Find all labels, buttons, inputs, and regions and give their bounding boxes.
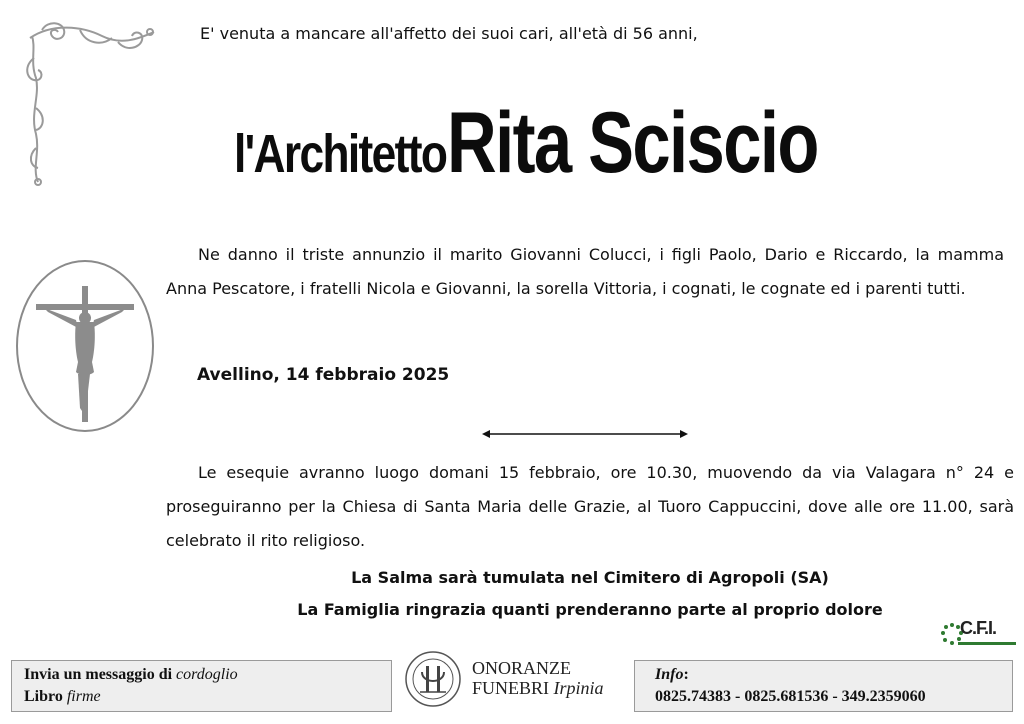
divider-arrow-icon xyxy=(480,426,690,442)
info-box xyxy=(634,660,1013,712)
thanks-line: La Famiglia ringrazia quanti prenderanno parte al proprio dolore xyxy=(297,600,883,619)
info-phones-line[interactable] xyxy=(655,686,1000,708)
place-date: Avellino, 14 febbraio 2025 xyxy=(197,365,450,385)
title-prefix: l'Architetto xyxy=(234,124,447,184)
info-label: Info xyxy=(655,666,684,683)
crucifix-icon xyxy=(14,258,156,434)
agency-logo xyxy=(404,650,630,714)
condolence-prefix: Invia un messaggio di xyxy=(24,666,173,683)
deceased-title xyxy=(234,94,911,193)
cfi-logo xyxy=(940,618,1016,652)
agency-line2-prefix: FUNEBRI xyxy=(472,678,550,698)
cfi-logo-underline xyxy=(958,642,1016,645)
agency-seal-icon xyxy=(404,650,462,708)
corner-ornament-icon xyxy=(22,18,162,188)
agency-line2-em: Irpinia xyxy=(553,678,604,698)
agency-line1: ONORANZE xyxy=(472,658,571,678)
guestbook-link[interactable] xyxy=(24,686,379,708)
info-phones[interactable]: 0825.74383 - 0825.681536 - 349.2359060 xyxy=(655,688,926,705)
condolence-box[interactable] xyxy=(11,660,392,712)
agency-line2 xyxy=(472,678,604,698)
info-label-line: Info: xyxy=(655,666,689,683)
condolence-em: cordoglio xyxy=(176,666,238,683)
announcement-paragraph: Ne danno il triste annunzio il marito Giovanni Colucci, i figli Paolo, Dario e Riccardo, la mamma Anna Pescatore, i fratelli Nicola e Giovanni, la sorella Vittoria, i cognati, le cognate ed i parenti tutti. xyxy=(166,245,1004,298)
deceased-name: Rita Sciscio xyxy=(447,95,819,191)
burial-line: La Salma sarà tumulata nel Cimitero di Agropoli (SA) xyxy=(351,568,829,587)
book-prefix: Libro xyxy=(24,688,63,705)
agency-name xyxy=(472,658,604,698)
book-em: firme xyxy=(66,688,101,705)
funeral-details-paragraph: Le esequie avranno luogo domani 15 febbraio, ore 10.30, muovendo da via Valagara n° 24 e proseguiranno per la Chiesa di Santa Maria delle Grazie, al Tuoro Cappuccini, dove alle ore 11.00, sarà celebrato il rito religioso. xyxy=(166,463,1014,550)
condolence-link[interactable] xyxy=(24,664,379,686)
intro-text: E' venuta a mancare all'affetto dei suoi cari, all'età di 56 anni, xyxy=(200,24,698,43)
cfi-logo-text: C.F.I. xyxy=(960,618,997,638)
